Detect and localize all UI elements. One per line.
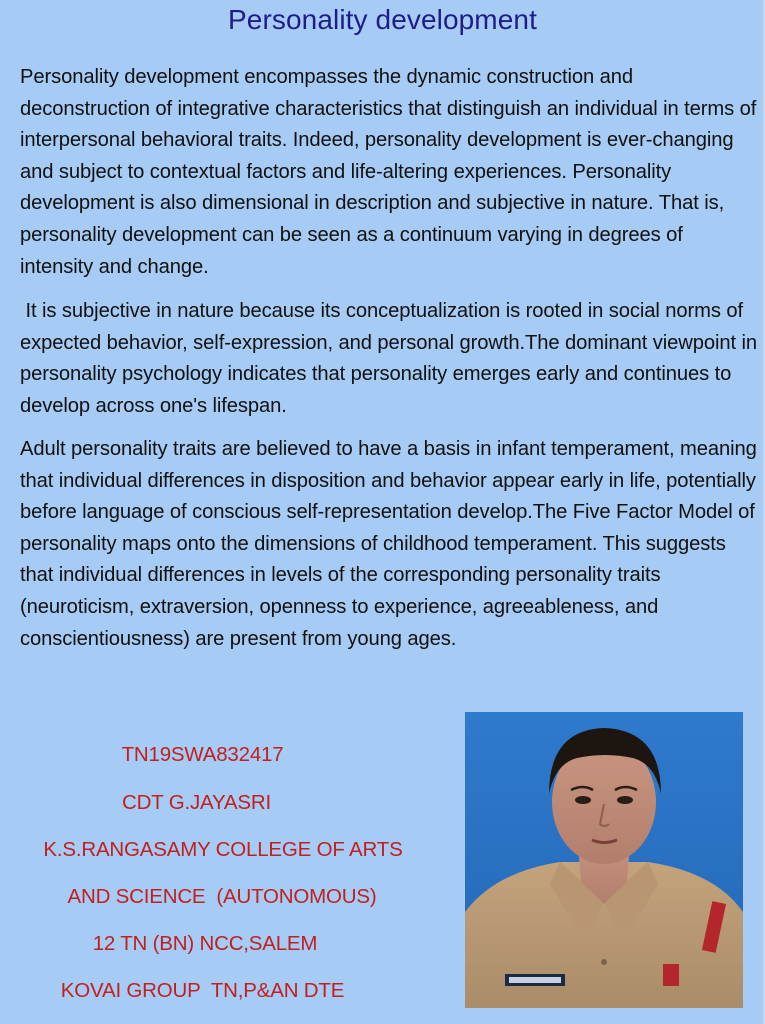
paragraph-1: Personality development encompasses the dynamic construction and deconstruction of integrative characteristics that distinguish an individual in terms of interpersonal behavioral traits. Indeed, personality development is ever-changing and subject to contextual factors and life-altering experiences. Personality development is also dimensional in description and subjective in nature. That is, personality development can be seen as a continuum varying in degrees of intensity and change. xyxy=(20,66,757,278)
ncc-group: KOVAI GROUP TN,P&AN DTE xyxy=(60,979,345,1002)
paragraph-2: It is subjective in nature because its conceptualization is rooted in social norms of expected behavior, self-expression, and personal growth.The dominant viewpoint in personality psychology indicates that personality emerges early and continues to develop across one's lifespan. xyxy=(20,300,763,417)
cadet-name: CDT G.JAYASRI xyxy=(122,791,271,814)
page-title: Personality development xyxy=(228,4,537,35)
portrait-photo xyxy=(465,712,743,1008)
cadet-registration-number: TN19SWA832417 xyxy=(121,743,284,766)
college-name-line-2: AND SCIENCE (AUTONOMOUS) xyxy=(67,885,377,908)
college-name-line-1: K.S.RANGASAMY COLLEGE OF ARTS xyxy=(43,838,403,861)
ncc-unit: 12 TN (BN) NCC,SALEM xyxy=(92,932,318,955)
paragraph-3: Adult personality traits are believed to have a basis in infant temperament, meaning that individual differences in disposition and behavior appear early in life, potentially before language of conscious self-representation develop.The Five Factor Model of personality maps onto the dimensions of childhood temperament. This suggests that individual differences in levels of the corresponding personality traits (neuroticism, extraversion, openness to experience, agreeableness, and conscientiousness) are present from young ages. xyxy=(20,438,757,650)
portrait-photo-icon xyxy=(465,712,743,1008)
